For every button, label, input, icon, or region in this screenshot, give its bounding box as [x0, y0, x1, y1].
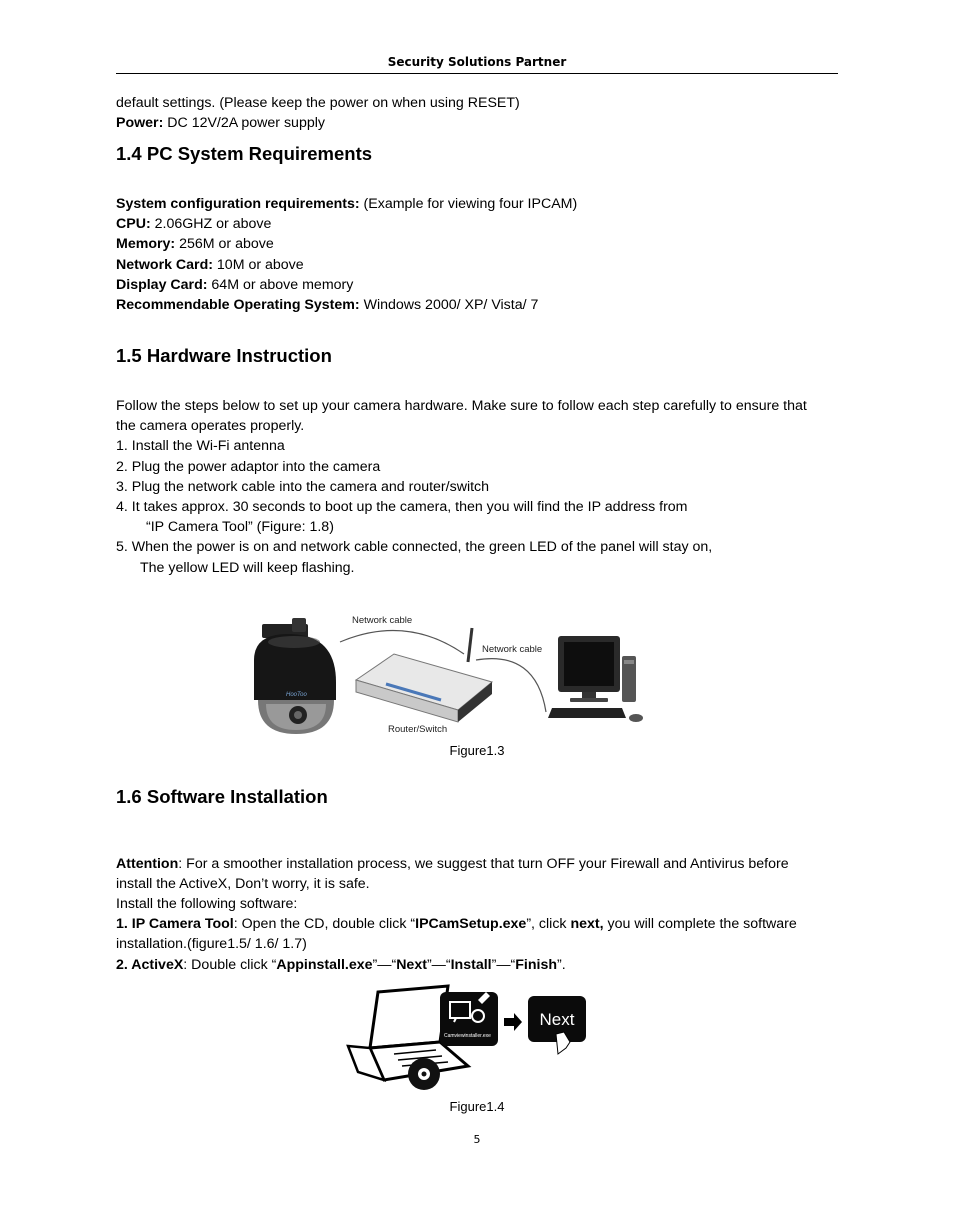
arrow-right-icon: [504, 1013, 522, 1031]
router-label: Router/Switch: [388, 724, 448, 735]
step-item: 5. When the power is on and network cable connected, the green LED of the panel will stay on,: [116, 539, 713, 555]
installer-icon-box: [440, 992, 498, 1046]
activex-line: [116, 955, 566, 975]
req-label: Network Card:: [116, 257, 213, 273]
step-item: 3. Plug the network cable into the camera and router/switch: [116, 479, 490, 495]
hw-intro-line: Follow the steps below to set up your camera hardware. Make sure to follow each step carefully to ensure that: [116, 398, 807, 414]
req-item: [116, 214, 271, 234]
tool-text: ”, click: [526, 916, 571, 932]
step-item: 4. It takes approx. 30 seconds to boot up the camera, then you will find the IP address from: [116, 499, 688, 515]
attention-label: Attention: [116, 856, 179, 872]
figure-1-3-caption: Figure1.3: [449, 743, 505, 758]
installer-file-label: Camviewinstaller.exe: [444, 1033, 491, 1039]
activex-next: Next: [396, 957, 427, 973]
activex-file: Appinstall.exe: [276, 957, 373, 973]
intro-line: default settings. (Please keep the power on when using RESET): [116, 95, 520, 111]
step-item: 1. Install the Wi-Fi antenna: [116, 438, 285, 454]
req-item: [116, 255, 304, 275]
power-line: [116, 113, 325, 133]
computer-illustration: [548, 636, 643, 722]
software-install-figure: [344, 982, 590, 1094]
step-item: 2. Plug the power adaptor into the camera: [116, 459, 381, 475]
req-item: [116, 295, 538, 315]
activex-text: ”—“: [491, 957, 516, 973]
next-button-label: Next: [539, 1010, 575, 1029]
activex-label: 2. ActiveX: [116, 957, 184, 973]
req-item: [116, 194, 577, 214]
tool-next: next,: [570, 916, 604, 932]
req-label: System configuration requirements:: [116, 196, 360, 212]
header-rule: [116, 73, 838, 74]
step-item-continued: The yellow LED will keep flashing.: [140, 560, 355, 576]
req-label: Memory:: [116, 236, 176, 252]
ip-camera-tool-line: [116, 914, 797, 934]
section-heading-1-4: 1.4 PC System Requirements: [116, 143, 373, 164]
network-cable-label-2: Network cable: [482, 644, 543, 655]
activex-install: Install: [450, 957, 492, 973]
attention-line-2: install the ActiveX, Don’t worry, it is safe.: [116, 876, 370, 892]
ip-camera-tool-line-2: installation.(figure1.5/ 1.6/ 1.7): [116, 936, 307, 952]
activex-text: ”.: [557, 957, 566, 973]
power-value: DC 12V/2A power supply: [163, 115, 325, 131]
install-line: Install the following software:: [116, 896, 298, 912]
page-number: 5: [473, 1133, 481, 1146]
req-label: Display Card:: [116, 277, 208, 293]
router-illustration: [356, 628, 492, 735]
section-heading-1-5: 1.5 Hardware Instruction: [116, 345, 332, 366]
req-label: Recommendable Operating System:: [116, 297, 360, 313]
running-header: Security Solutions Partner: [387, 55, 567, 69]
power-label: Power:: [116, 115, 164, 131]
req-value: 2.06GHZ or above: [150, 216, 272, 232]
activex-finish: Finish: [515, 957, 558, 973]
req-value: 10M or above: [212, 257, 304, 273]
network-cable-label-1: Network cable: [352, 615, 413, 626]
tool-label: 1. IP Camera Tool: [116, 916, 234, 932]
activex-text: : Double click “: [183, 957, 277, 973]
step-item-continued: “IP Camera Tool” (Figure: 1.8): [146, 519, 334, 535]
req-value: 64M or above memory: [207, 277, 354, 293]
network-cable-line: [340, 630, 464, 654]
activex-text: ”—“: [372, 957, 397, 973]
figure-1-4-caption: Figure1.4: [449, 1099, 505, 1114]
req-value: (Example for viewing four IPCAM): [359, 196, 578, 212]
tool-text: : Open the CD, double click “: [233, 916, 416, 932]
ptz-camera-illustration: [254, 618, 336, 734]
req-value: Windows 2000/ XP/ Vista/ 7: [359, 297, 539, 313]
tool-text: you will complete the software: [603, 916, 797, 932]
tool-setup-file: IPCamSetup.exe: [415, 916, 527, 932]
req-item: [116, 275, 353, 295]
req-item: [116, 234, 274, 254]
req-value: 256M or above: [175, 236, 274, 252]
req-label: CPU:: [116, 216, 151, 232]
next-button-illustration: [528, 996, 586, 1054]
activex-text: ”—“: [426, 957, 451, 973]
camera-brand-label: HooToo: [286, 692, 307, 698]
attention-text: : For a smoother installation process, we suggest that turn OFF your Firewall and Antivirus before: [178, 856, 789, 872]
attention-line: [116, 854, 789, 874]
section-heading-1-6: 1.6 Software Installation: [116, 786, 328, 807]
hw-intro-line: the camera operates properly.: [116, 418, 305, 434]
hardware-setup-figure: [236, 612, 656, 738]
